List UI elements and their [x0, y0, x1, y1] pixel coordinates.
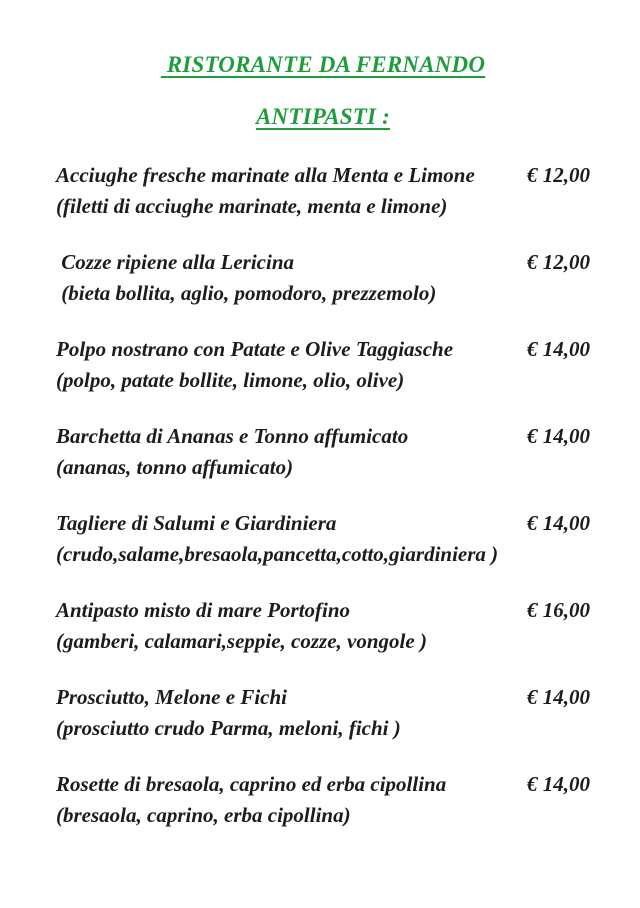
menu-list	[56, 160, 590, 831]
menu-item	[56, 595, 590, 657]
menu-item-name: Rosette di bresaola, caprino ed erba cipollina	[56, 772, 447, 796]
menu-item-name: Barchetta di Ananas e Tonno affumicato	[56, 424, 409, 448]
menu-item-price: € 12,00	[527, 250, 590, 274]
menu-item-ingredients: (bieta bollita, aglio, pomodoro, prezzemolo)	[56, 281, 437, 305]
menu-item-ingredients: (bresaola, caprino, erba cipollina)	[56, 803, 351, 827]
menu-item-name: Prosciutto, Melone e Fichi	[56, 685, 287, 709]
menu-item-ingredients: (ananas, tonno affumicato)	[56, 455, 294, 479]
menu-item	[56, 160, 590, 222]
menu-item-price: € 14,00	[527, 337, 590, 361]
menu-item-name: Tagliere di Salumi e Giardiniera	[56, 511, 337, 535]
menu-item-name: Acciughe fresche marinate alla Menta e Limone	[56, 163, 475, 187]
menu-item	[56, 508, 590, 570]
menu-item-price: € 14,00	[527, 772, 590, 796]
menu-item-ingredients: (gamberi, calamari,seppie, cozze, vongole )	[56, 629, 427, 653]
menu-item	[56, 682, 590, 744]
menu-item-ingredients: (polpo, patate bollite, limone, olio, olive)	[56, 368, 405, 392]
restaurant-title: RISTORANTE DA FERNANDO	[160, 52, 486, 77]
menu-item	[56, 247, 590, 309]
menu-item	[56, 421, 590, 483]
menu-item-name: Polpo nostrano con Patate e Olive Taggiasche	[56, 337, 454, 361]
menu-item-price: € 14,00	[527, 511, 590, 535]
menu-item-price: € 12,00	[527, 163, 590, 187]
menu-item-price: € 14,00	[527, 685, 590, 709]
menu-item-name: Cozze ripiene alla Lericina	[56, 250, 294, 274]
menu-item	[56, 769, 590, 831]
menu-item-ingredients: (filetti di acciughe marinate, menta e limone)	[56, 194, 448, 218]
menu-item-ingredients: (prosciutto crudo Parma, meloni, fichi )	[56, 716, 401, 740]
section-heading-antipasti: ANTIPASTI :	[255, 104, 391, 129]
menu-item-name: Antipasto misto di mare Portofino	[56, 598, 351, 622]
menu-item	[56, 334, 590, 396]
menu-item-price: € 16,00	[527, 598, 590, 622]
menu-item-price: € 14,00	[527, 424, 590, 448]
menu-item-ingredients: (crudo,salame,bresaola,pancetta,cotto,giardiniera )	[56, 542, 499, 566]
